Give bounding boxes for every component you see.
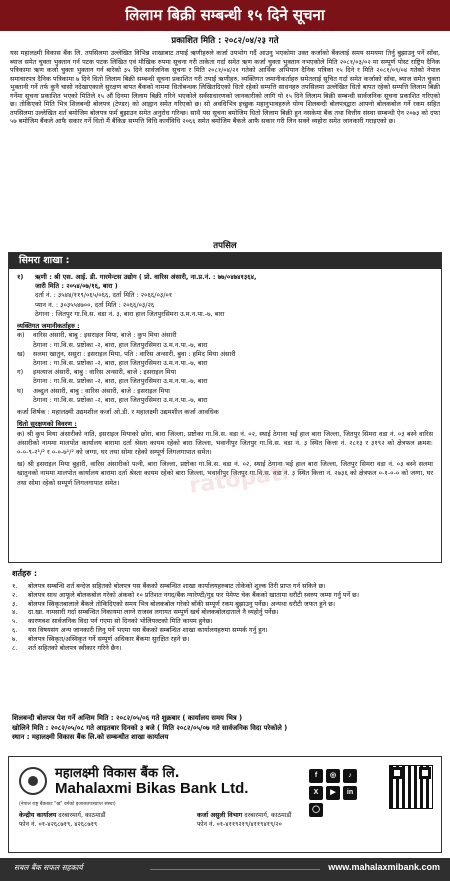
youtube-icon[interactable]: ▶: [326, 786, 340, 800]
facebook-icon[interactable]: f: [309, 769, 323, 783]
closing-block: [12, 714, 440, 743]
guarantor-item: [17, 368, 433, 386]
loan-type: कर्जा शिर्षक : महालक्ष्मी उद्यमशील कर्जा ओ.डी. र महालक्ष्मी उद्यमशील कर्जा आवधिक: [17, 408, 219, 417]
bottom-bar: [0, 858, 450, 881]
guarantor-item: [17, 387, 433, 405]
borrower-issued: जारी मिति : २०५४/०७/१६, बारा ): [35, 282, 118, 291]
divider: [150, 869, 320, 870]
bank-name-english: Mahalaxmi Bikas Bank Ltd.: [55, 780, 249, 797]
term-item: [12, 608, 440, 617]
borrower-head: ऋणी : श्री एस. आई. डी. गारमेन्टस उद्योग ( प्रो. वारिस अंसारी, ना.प्र.नं. : ७७/०४७४१३६४,: [35, 273, 257, 281]
term-text: यस विषयसंग अन्य जानकारी लिनु पर्ने भएमा यस बैंकको सम्बन्धित शाखा कार्यालयहरुमा सम्पर्क गर्नु हुन।: [28, 626, 268, 635]
terms-list: [12, 582, 440, 653]
term-item: [12, 617, 440, 626]
term-number: १.: [12, 582, 18, 590]
term-text: बोलपत्र साथ आफूले बोलकबोल गरेको अंकको १० प्रतिशत नगद/बैंक ग्यारेण्टी/गुड फर पेमेण्ट चेक बैंकको खातामा धरौटी स्वरुप जम्मा गर्नु पर्ने छ।: [28, 590, 360, 599]
schedule-heading: तपसिल: [213, 241, 237, 251]
guarantor-list: [17, 331, 433, 405]
instagram-icon[interactable]: ◎: [326, 769, 340, 783]
watermark: ratopati: [187, 460, 291, 499]
hq-phone: फोन नं. ०१-४२६८७१९, ४२६८७१९: [19, 821, 98, 829]
guarantor-key: ख): [17, 349, 25, 358]
published-date: प्रकाशित मिति : २०८२/०४/२३ गते: [171, 36, 279, 46]
term-number: ६.: [12, 626, 18, 635]
linkedin-icon[interactable]: in: [343, 786, 357, 800]
notice-title: लिलाम बिक्री सम्बन्धी १५ दिने सूचना: [0, 0, 450, 31]
recovery-phone: फोन नं. ०१-४११९२१९/४११९४१९/२०: [197, 821, 282, 829]
term-number: ३.: [12, 599, 18, 608]
guarantor-name: सलमा खातुन, ससुरा : इसराइल मिया, पति : वारिस अन्सारी, बुवा : हमिद मिया अंसारी: [33, 349, 236, 358]
guarantor-name: इमत्याज अंसारी, बाबु : वारिस अन्सारी, बाजे : इसराइल मिया: [33, 368, 177, 377]
registration-line: दर्ता नं. : ३५४४/११९/०६५/०६६, दर्ता मिति : २०६६/०३/०१: [35, 291, 173, 300]
term-number: ८.: [12, 643, 18, 652]
branch-title: सिमरा शाखा :: [9, 253, 441, 269]
term-item: [12, 591, 440, 600]
branch-body: [9, 269, 441, 499]
hq-title: केन्द्रीय कार्यालय: [19, 812, 57, 819]
guarantor-address: ठेगाना : गा.वि.स. प्रष्टोका -२, बारा, हाल जितपुरसिमरा उ.म.न.पा.-७, बारा: [33, 377, 208, 386]
security-item-kha: ख) श्री इसराइल मिया बुहारी, वारिस अंसारीको पत्नी, बारा जिल्ला, प्रष्टोका गा.वि.स. वडा नं. ०२, स्थाई ठेगाना भई हाल बारा जिल्ला, जितपुर सिमरा वडा नं. ०३ बस्ने सलमा खातुनको नाममा मालपोत कार्यालय बारामा दर्ता श्रेस्ता कायम रहेको बारा जिल्ला, भवानीपुर जितपुर गा.वि.स. वडा नं. ३ स्थित कित्ता नं. २७३६ को क्षेत्रफल ०-१-०-० को जग्गा, घर तथा सोमा रहेको सम्पूर्ण लिगलगापात समेत।: [17, 460, 433, 487]
intro-paragraph: यस महालक्ष्मी विकास बैंक लि. तपसिलमा उल्लेखित विभिन्न शाखाबाट तपाईं ऋणीहरुले कर्जा उपभोग गर्दै आउनु भएकोमा उक्त कर्जाको बैंकलाई समय समयमा तिर्नु बुझाउनु पर्ने साँवा, ब्याज समेत चुक्ता भुक्तान गर्न पटक पटक लिखित एवं मौखिक रुपमा सूचना गरी ताकेता गर्दा समेत ऋण कर्जा चुक्ता भुक्तान नभएकोले मिति २०८१/०३/०२ मा सम्पूर्ण पोस्ट राष्ट्रिय दैनिक पत्रिकामा ऋण कर्जा चुक्ता भुक्तान गर्न बारेको ३५ दिने सार्वजनिक सूचना र मिति २०८१/०४/२१ गतेको आर्थिक अभियान दैनिक पत्रिका १५ दिने र मिति २०८१/०९/०४ गतेको नेपाल समाचारपत्र दैनिक पत्रिकामा ७ दिने धितो लिलाम बिक्री सम्बन्धी सूचना प्रकाशित गरी तपाईं ऋणीहरु, व्यक्तिगत जमानीकर्ताहरु समेतलाई सूचित गर्दा समेत कर्जाको साँवा, ब्याज समेत चुक्ता भुक्तानी गर्ने तर्फ कुनै चासो नदेखाएकाले सुरक्षण बापत बैंकको नाममा धितोबन्धक लिखितदिएको धितो रहेको सम्पत्ति साधनहरु तपसिलमा उल्लेखित धितो बापत रहेको सम्पत्ति लिलाम बिक्री गर्नेमा सूचना प्रकाशित भएको मितिले १५ औं दिनमा लिलाम बिक्री गरिने भएकोले सर्वसाधारणको जानकारीको लागि यो १५ दिने लिलाम बिक्री सम्बन्धी सार्वजनिक सूचना प्रकाशित गरिएको छ। तोकिएको मिति भित्र शिलबन्दी बोलपत्र (टेण्डर) को आह्वान समेत गरिएको छ। सो अवधिभित्र इच्छुक महानुभावहरुले योग्य शिलबन्दी बोलपत्रद्वारा आफ्नो बोलकबोल गर्ने रकम सहित तपसिलमा उल्लेखित शर्त बमोजिम बोलपत्र फर्म बुझाउन समेत अनुरोध गरिन्छ। साथै यस सूचना बमोजिम धितो लिलाम बिक्री हुन नसकेमा बैंक तथा वित्तीय संस्था सम्बन्धी ऐन २०७३ को दफा ५७ बमोजिम बैंकले आफै सकार गर्ने धितो मैं बैंकिङ सम्पत्ति विधि कार्यविधि २०६६ समेत बमोजिम बैंकले आफै सकार गरी लिन सक्ने व्यहोरा समेत जानकारी गराइएको छ।: [10, 49, 440, 126]
qr-code-icon: [389, 765, 433, 809]
term-item: [12, 626, 440, 635]
head-office: [19, 811, 105, 829]
guarantor-item: [17, 350, 433, 368]
x-icon[interactable]: X: [309, 786, 323, 800]
opening-date: खोलिने मिति : २०८२/०५/०८ गते आइतबार दिनको ३ बजे ( मिति २०८२/०५/०७ गते सार्वजनिक विदा परेकोले ): [12, 723, 288, 732]
security-heading: धितो सुरक्षणको विवरण :: [17, 420, 77, 429]
terms-heading: शर्तहरु :: [12, 569, 38, 578]
guarantor-key: घ): [17, 386, 24, 395]
term-text: शर्त सहितको बोलपत्र स्वीकार गरिने छैन।: [28, 643, 122, 652]
website-link[interactable]: www.mahalaxmibank.com: [328, 862, 440, 872]
term-item: [12, 600, 440, 609]
guarantors-heading: व्यक्तिगत जमानीकर्ताहरु :: [17, 322, 80, 331]
license-note: (नेपाल राष्ट्र बैंकबाट "ख" वर्गको इजाजतपत्रप्राप्त संस्था): [19, 802, 116, 807]
term-number: ५.: [12, 617, 18, 626]
bank-name-nepali: महालक्ष्मी विकास बैंक लि.: [55, 766, 180, 781]
pan-line: प्यान नं. : ३०३५५४७००, दर्ता मिति : २०६६/०३/२६: [35, 300, 155, 309]
guarantor-address: ठेगाना : गा.वि.स. प्रष्टोका -२, बारा, हाल जितपुरसिमरा उ.म.न.पा.-७, बारा: [33, 340, 208, 349]
recovery-address: दरबारमार्ग, काठमाडौं: [244, 812, 292, 819]
term-number: ४.: [12, 608, 18, 617]
branch-panel: [8, 252, 442, 563]
guarantor-name: अब्दुल अंसारी, बाबु : वारिस अंसारी, बाजे : इसराइल मिया: [33, 386, 170, 395]
term-text: कारणवश सार्वजनिक विदा पर्न गएमा सो दिनको भोलिपल्टको मिति कायम हुनेछ।: [28, 617, 213, 626]
borrower-row: [17, 273, 433, 319]
tiktok-icon[interactable]: ♪: [343, 769, 357, 783]
security-item-ka: क) श्री कुप मिया अंसारीको नाति, इसराइल मियाको छोरा, बारा जिल्ला, प्रष्टोका गा.वि.स. वडा नं. ०२, स्थाई ठेगाना भई हाल बारा जिल्ला, जितपुर सिमरा वडा नं. ०३ बस्ने वारिस अंसारीको नाममा मालपोत कार्यालय बारामा दर्ता श्रेस्ता कायम रहेको बारा जिल्ला, भवानीपुर जितपुर गा.वि.स. वडा नं. ३ स्थित कित्ता नं. २८१३ र ३१९२ को क्षेत्रफल क्रमश: ०-०-९-२¹/² र ०-०-७¹/² को जग्गा, घर तथा सोमा रहेको सम्पूर्ण लिगलगापात समेत।: [17, 429, 433, 456]
borrower-address: ठेगाना : जितपुर गा.वि.स. वडा नं. ३, बारा हाल जितपुरसिमरा उ.म.न.पा.-७, बारा: [35, 309, 225, 318]
guarantor-address: ठेगाना : गा.वि.स. प्रष्टोका -२, बारा, हाल जितपुरसिमरा उ.म.न.पा.-७, बारा: [33, 358, 208, 367]
term-item: [12, 582, 440, 591]
bank-logo-icon: [19, 767, 47, 795]
term-item: [12, 644, 440, 653]
viber-icon[interactable]: ◯: [309, 803, 323, 817]
item-number: १): [17, 273, 24, 281]
recovery-dept: [197, 811, 291, 829]
term-text: दा.खा. नामसारी गर्दा सम्बन्धित निकायमा लाग्ने राजस्व लगायत सम्पूर्ण खर्च बोलकबोलदाताले नै व्यहोर्नु पर्नेछ।: [28, 608, 279, 617]
venue: स्थान : महालक्ष्मी विकास बैंक लि.को सम्बन्धीत शाखा कार्यालय: [12, 733, 169, 742]
guarantor-name: वारिस अंसारी, बाबु : इसराइल मिया, बाजे : कुप मिया अंसारी: [33, 331, 177, 340]
guarantor-item: [17, 331, 433, 349]
guarantor-address: ठेगाना : गा.वि.स. प्रष्टोका -२, बारा, हाल जितपुरसिमरा उ.म.न.पा.-७, बारा: [33, 395, 208, 404]
tender-deadline: शिलबन्दी बोलपत्र पेश गर्ने अन्तिम मिति : २०८२/०५/०६ गते शुक्रबार ( कार्यालय समय भित्र ): [12, 714, 243, 722]
bank-slogan: सबल बैंक सफल सहकार्य: [14, 863, 83, 872]
guarantor-key: ग): [17, 368, 24, 377]
term-number: ७.: [12, 634, 18, 643]
term-text: बोलपत्र सम्बन्धि शर्त बन्देज सहितको बोलपत्र यस बैंकको सम्बन्धित शाखा कार्यालयहरुबाट तोकेको शुल्क तिरी प्राप्त गर्न सकिने छ।: [28, 582, 326, 590]
recovery-title: कर्जा असुली विभाग: [197, 812, 243, 819]
hq-address: दरबारमार्ग, काठमाडौं: [58, 812, 106, 819]
social-links: [309, 769, 363, 817]
term-text: बोलपत्र स्विकृतबालाले बैंकले तोकिदिएको समय भित्र बोलकबोल गरेको बाँकी सम्पूर्ण रकम बुझाउनु पर्नेछ। अन्यथा धरौटी जफत हुने छ।: [28, 599, 336, 608]
guarantor-key: क): [17, 331, 25, 340]
term-text: बोलपत्र स्विकृत/अस्विकृत गर्ने सम्पूर्ण अधिकार बैंकमा सुरक्षित रहने छ।: [28, 634, 190, 643]
bank-footer: [8, 756, 442, 853]
term-number: २.: [12, 590, 18, 599]
term-item: [12, 635, 440, 644]
